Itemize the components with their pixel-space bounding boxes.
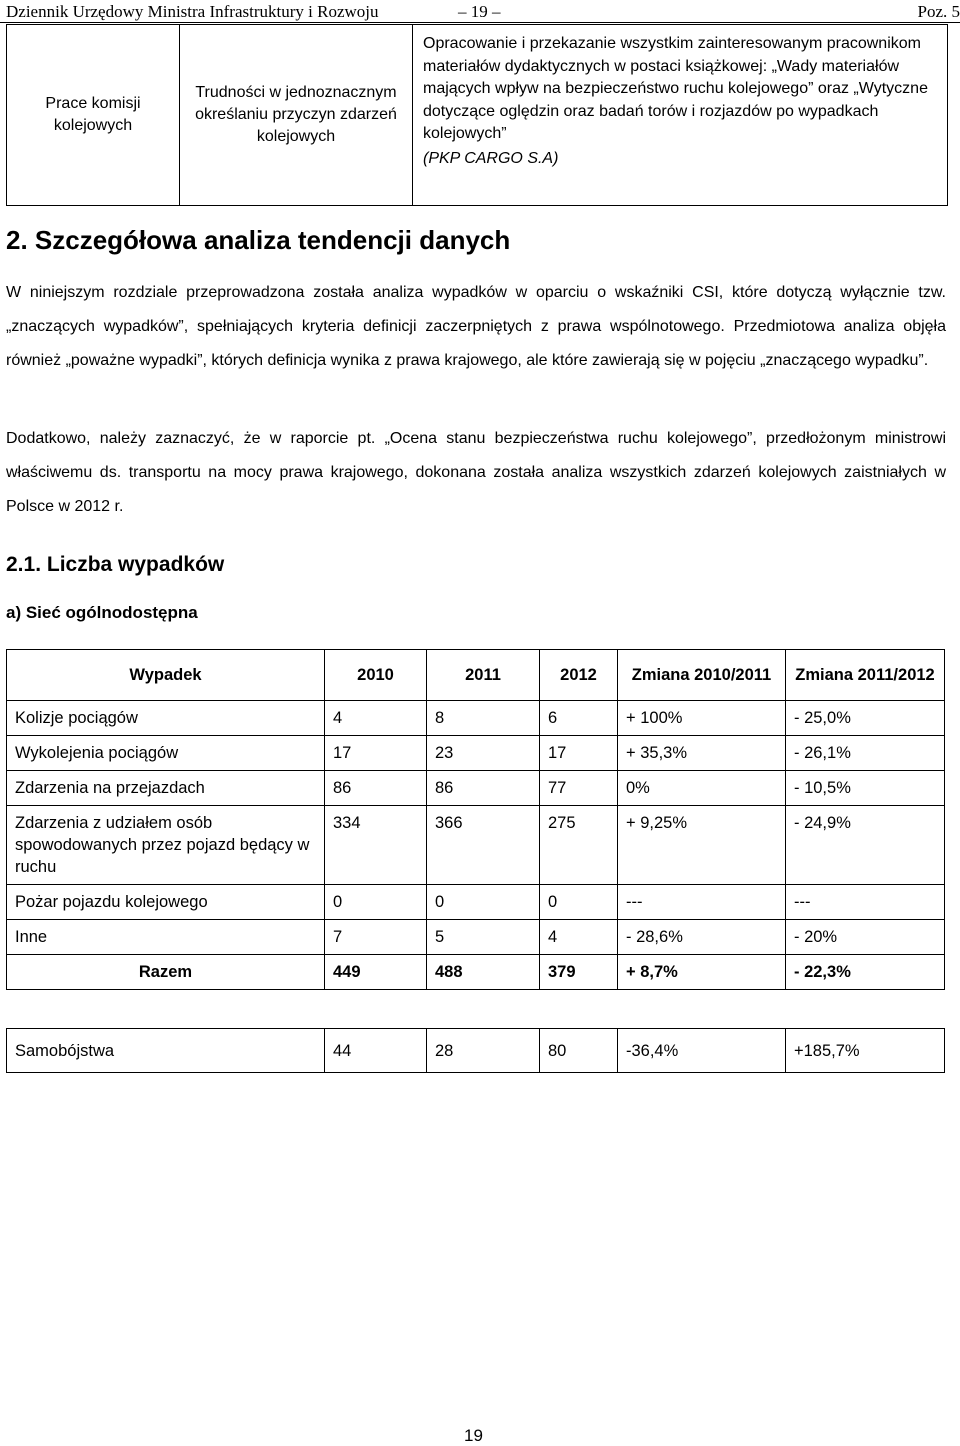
value-cell: 0% <box>618 771 786 806</box>
value-cell: -36,4% <box>618 1029 786 1073</box>
measures-action-text: Opracowanie i przekazanie wszystkim zainteresowanym pracownikom materiałów dydaktycznych w postaci książkowej: „Wady materiałów mających wpływ na bezpieczeństwo ruchu kolejowego” oraz „Wytyczne dotyczące oględzin oraz badań torów i rozjazdów po wypadkach kolejowych” <box>423 35 928 142</box>
value-cell: - 26,1% <box>786 736 945 771</box>
table-row <box>7 806 945 885</box>
value-cell: 17 <box>325 736 427 771</box>
position-number: Poz. 5 <box>918 2 960 22</box>
value-cell: 4 <box>540 920 618 955</box>
journal-title: Dziennik Urzędowy Ministra Infrastruktury i Rozwoju <box>6 2 379 22</box>
value-cell: 28 <box>427 1029 540 1073</box>
measures-table <box>6 24 948 206</box>
value-cell: 0 <box>325 885 427 920</box>
header-cell: 2011 <box>427 650 540 701</box>
header-cell: Zmiana 2011/2012 <box>786 650 945 701</box>
value-cell: 44 <box>325 1029 427 1073</box>
subsection-heading: 2.1. Liczba wypadków <box>6 553 224 577</box>
page-reference: – 19 – <box>458 2 501 22</box>
total-row <box>7 955 945 990</box>
value-cell: - 28,6% <box>618 920 786 955</box>
supplementary-paragraph: Dodatkowo, należy zaznaczyć, że w raporcie pt. „Ocena stanu bezpieczeństwa ruchu kolejowego”, przedłożonym ministrowi właściwemu ds. transportu na mocy prawa krajowego, dokonana została analiza wszystkich zdarzeń kolejowych zaistniałych w Polsce w 2012 r. <box>6 422 946 524</box>
value-cell: 86 <box>325 771 427 806</box>
table-row <box>7 1029 945 1073</box>
value-cell: 8 <box>427 701 540 736</box>
suicides-table <box>6 1028 945 1073</box>
value-cell: 275 <box>540 806 618 885</box>
header-cell: 2010 <box>325 650 427 701</box>
header-cell: Zmiana 2010/2011 <box>618 650 786 701</box>
intro-paragraph: W niniejszym rozdziale przeprowadzona została analiza wypadków w oparciu o wskaźniki CSI, które dotyczą wyłącznie tzw. „znaczących wypadków”, spełniających kryteria definicji zaczerpniętych z prawa wspólnotowego. Przedmiotowa analiza objęła również „poważne wypadki”, których definicja wynika z prawa krajowego, ale które zawierają się w pojęciu „znaczącego wypadku”. <box>6 276 946 378</box>
row-label: Zdarzenia z udziałem osób spowodowanych przez pojazd będący w ruchu <box>7 806 325 885</box>
value-cell: 334 <box>325 806 427 885</box>
table-row <box>7 920 945 955</box>
value-cell: 4 <box>325 701 427 736</box>
table-row <box>7 771 945 806</box>
value-cell: + 100% <box>618 701 786 736</box>
measures-problem-cell: Trudności w jednoznacznym określaniu przyczyn zdarzeń kolejowych <box>180 25 413 206</box>
row-label: Zdarzenia na przejazdach <box>7 771 325 806</box>
row-label: Kolizje pociągów <box>7 701 325 736</box>
value-cell: - 24,9% <box>786 806 945 885</box>
measures-action-cell <box>413 25 948 206</box>
value-cell: + 9,25% <box>618 806 786 885</box>
value-cell: 23 <box>427 736 540 771</box>
value-cell: 80 <box>540 1029 618 1073</box>
section-heading: 2. Szczegółowa analiza tendencji danych <box>6 225 510 256</box>
total-value: - 22,3% <box>786 955 945 990</box>
network-heading: a) Sieć ogólnodostępna <box>6 603 198 623</box>
table-row <box>7 736 945 771</box>
total-label: Razem <box>7 955 325 990</box>
header-cell: Wypadek <box>7 650 325 701</box>
row-label: Pożar pojazdu kolejowego <box>7 885 325 920</box>
measures-area-cell: Prace komisji kolejowych <box>7 25 180 206</box>
value-cell: 77 <box>540 771 618 806</box>
row-label: Samobójstwa <box>7 1029 325 1073</box>
table-row <box>7 885 945 920</box>
accidents-table <box>6 649 945 990</box>
value-cell: --- <box>786 885 945 920</box>
value-cell: - 10,5% <box>786 771 945 806</box>
page-number: 19 <box>464 1426 483 1446</box>
total-value: 488 <box>427 955 540 990</box>
value-cell: - 25,0% <box>786 701 945 736</box>
total-value: 379 <box>540 955 618 990</box>
total-value: + 8,7% <box>618 955 786 990</box>
table-row <box>7 701 945 736</box>
value-cell: 17 <box>540 736 618 771</box>
value-cell: 86 <box>427 771 540 806</box>
value-cell: - 20% <box>786 920 945 955</box>
total-value: 449 <box>325 955 427 990</box>
row-label: Wykolejenia pociągów <box>7 736 325 771</box>
value-cell: 0 <box>427 885 540 920</box>
value-cell: 6 <box>540 701 618 736</box>
row-label: Inne <box>7 920 325 955</box>
value-cell: 5 <box>427 920 540 955</box>
value-cell: --- <box>618 885 786 920</box>
value-cell: + 35,3% <box>618 736 786 771</box>
value-cell: +185,7% <box>786 1029 945 1073</box>
value-cell: 366 <box>427 806 540 885</box>
value-cell: 0 <box>540 885 618 920</box>
measures-action-entity: (PKP CARGO S.A) <box>423 148 937 171</box>
value-cell: 7 <box>325 920 427 955</box>
table-header-row <box>7 650 945 701</box>
header-cell: 2012 <box>540 650 618 701</box>
page-header <box>0 0 960 23</box>
